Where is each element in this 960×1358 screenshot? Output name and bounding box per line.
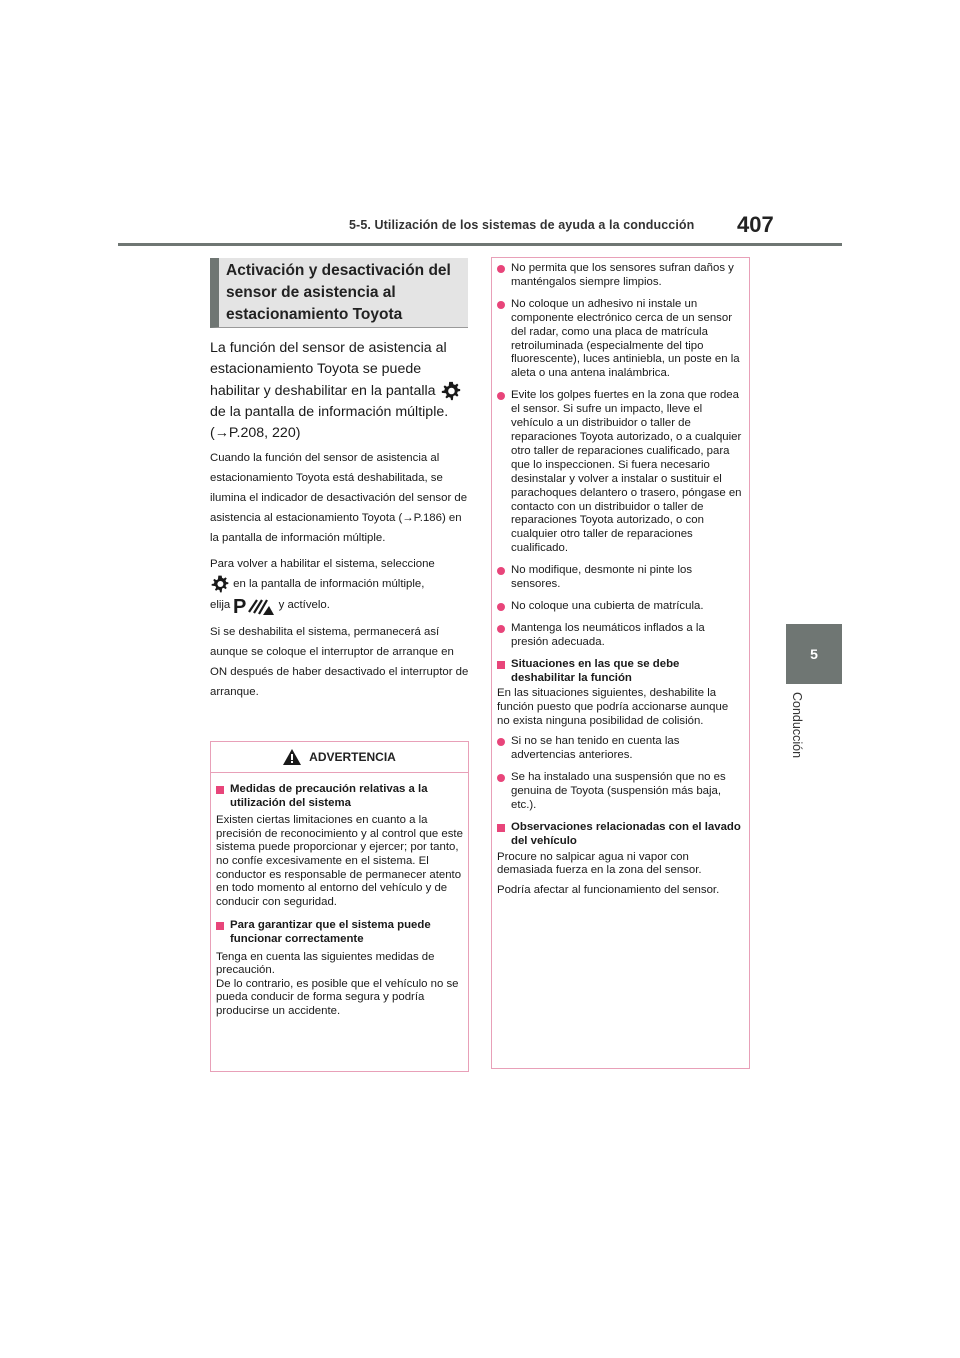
- svg-text:P: P: [233, 596, 247, 617]
- round-bullet-icon: [497, 301, 505, 309]
- round-bullet-icon: [497, 774, 505, 782]
- square-bullet-icon: [216, 922, 224, 930]
- running-header: 5-5. Utilización de los sistemas de ayuda a la conducción: [349, 218, 695, 232]
- body-paragraph-2: Para volver a habilitar el sistema, seleccione en la pantalla de información múltiple, elija P y actívelo.: [210, 558, 435, 617]
- body-paragraph-3: Si se deshabilita el sistema, permanecerá así aunque se coloque el interruptor de arranque en ON después de haber desactivado el interruptor de arranque.: [210, 626, 469, 699]
- warning-subheading-2: Para garantizar que el sistema puede funcionar correctamente: [216, 919, 463, 946]
- chapter-tab: [786, 624, 842, 684]
- list-item: Se ha instalado una suspensión que no es genuina de Toyota (suspensión más baja, etc.).: [497, 771, 743, 813]
- list-item: Mantenga los neumáticos inflados a la presión adecuada.: [497, 622, 743, 650]
- body-text: [210, 448, 472, 708]
- warning-subheading-1: Medidas de precaución relativas a la utilización del sistema: [216, 783, 463, 810]
- round-bullet-icon: [497, 265, 505, 273]
- chapter-label: Conducción: [790, 692, 804, 759]
- right-subheading-2: Observaciones relacionadas con el lavado del vehículo: [497, 821, 743, 849]
- intro-paragraph: [210, 338, 472, 444]
- section-title: Activación y desactivación del sensor de asistencia al estacionamiento Toyota: [226, 262, 451, 323]
- right-text-1: En las situaciones siguientes, deshabilite la función puesto que podría accionarse aunque no exista ninguna posibilidad de colisión.: [497, 687, 729, 728]
- round-bullet-icon: [497, 625, 505, 633]
- warning-text-2a: Tenga en cuenta las siguientes medidas de precaución.: [216, 950, 435, 977]
- intro-text-1: La función del sensor de asistencia al estacionamiento Toyota se puede habilitar y deshabilitar en la pantalla: [210, 340, 447, 399]
- list-item: Si no se han tenido en cuenta las advertencias anteriores.: [497, 735, 743, 763]
- list-item: No coloque un adhesivo ni instale un componente electrónico cerca de un sensor del radar, como una placa de matrícula retroiluminada (especialmente del tipo fluorescente), luces antiniebla, un poste en la aleta o una antena inalámbrica.: [497, 298, 743, 381]
- right-text-3: Podría afectar al funcionamiento del sensor.: [497, 884, 720, 897]
- section-heading-box: [210, 258, 468, 328]
- page-number: 407: [737, 212, 774, 237]
- warning-box: [210, 741, 469, 1072]
- warning-header: [211, 742, 468, 773]
- body-paragraph-1: Cuando la función del sensor de asistencia al estacionamiento Toyota está deshabilitada, se ilumina el indicador de desactivación del sensor de asistencia al estacionamiento Toyota (→P.186) en la pantalla de información múltiple.: [210, 452, 468, 544]
- square-bullet-icon: [497, 824, 505, 832]
- round-bullet-icon: [497, 603, 505, 611]
- round-bullet-icon: [497, 738, 505, 746]
- settings-gear-icon: [440, 380, 462, 402]
- list-item: No coloque una cubierta de matrícula.: [497, 600, 743, 614]
- round-bullet-icon: [497, 567, 505, 575]
- square-bullet-icon: [497, 661, 505, 669]
- right-subheading-1: Situaciones en las que se debe deshabilitar la función: [497, 658, 743, 686]
- list-item: No modifique, desmonte ni pinte los sensores.: [497, 564, 743, 592]
- round-bullet-icon: [497, 392, 505, 400]
- header-rule: [118, 243, 842, 246]
- warning-triangle-icon: [283, 749, 301, 765]
- square-bullet-icon: [216, 786, 224, 794]
- settings-gear-icon: [210, 574, 230, 594]
- warning-label: ADVERTENCIA: [309, 750, 396, 764]
- warning-continuation-box: [491, 257, 750, 1069]
- list-item: No permita que los sensores sufran daños y manténgalos siempre limpios.: [497, 262, 743, 290]
- intro-text-2: de la pantalla de información múltiple. (→P.208, 220): [210, 404, 449, 441]
- chapter-number: 5: [810, 646, 818, 662]
- warning-text-1: Existen ciertas limitaciones en cuanto a la precisión de reconocimiento y al control que este sistema puede proporcionar y ejercer; por tanto, no confíe excesivamente en el sistema. El conductor es responsable de permanecer atento en todo momento al entorno del vehículo y de conducir con seguridad.: [216, 814, 463, 908]
- list-item: Evite los golpes fuertes en la zona que rodea el sensor. Si sufre un impacto, lleve el vehículo a un distribuidor o taller de reparaciones Toyota autorizado, o a cualquier otro taller de reparaciones cualificado, para que lo inspeccionen. Si fuera necesario desinstalar y volver a instalar o sustituir el parachoques delantero o trasero, póngase en contacto con un distribuidor o taller de reparaciones Toyota autorizado, o con cualquier otro taller de reparaciones cualificado.: [497, 389, 743, 556]
- right-text-2: Procure no salpicar agua ni vapor con demasiada fuerza en la zona del sensor.: [497, 850, 702, 877]
- parking-sensor-icon: [233, 594, 275, 616]
- warning-text-2b: De lo contrario, es posible que el vehículo no se pueda conducir de forma segura y podría producirse un accidente.: [216, 977, 459, 1017]
